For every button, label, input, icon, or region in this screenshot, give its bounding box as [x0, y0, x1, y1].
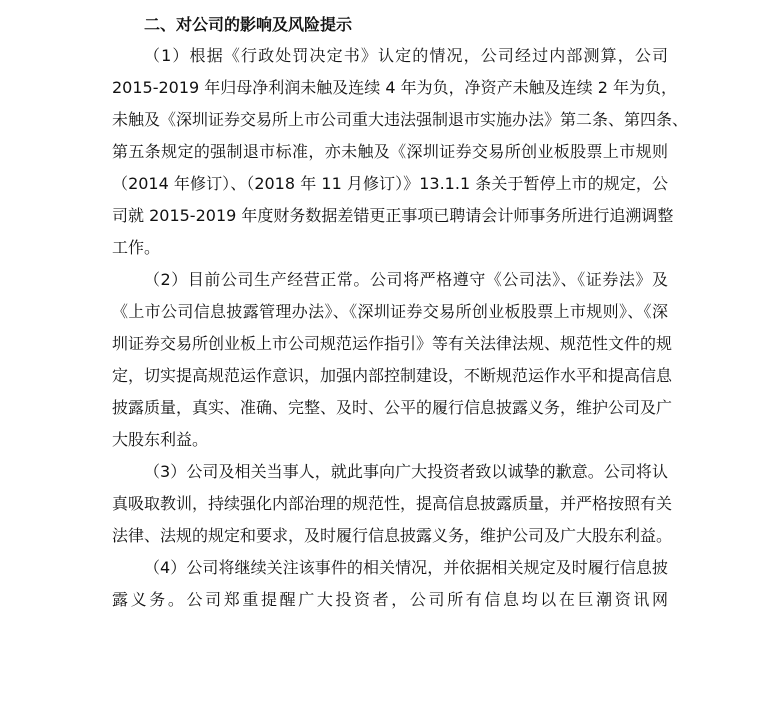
text-line: 法律、法规的规定和要求，及时履行信息披露义务，维护公司及广大股东利益。 [112, 526, 673, 545]
text-line: （2014 年修订）、（2018 年 11 月修订）》13.1.1 条关于暂停上市的规定，公 [112, 174, 668, 193]
text-line: 定，切实提高规范运作意识，加强内部控制建设，不断规范运作水平和提高信息 [112, 366, 673, 385]
text-line: 未触及《深圳证券交易所上市公司重大违法强制退市实施办法》第二条、第四条、 [112, 110, 689, 129]
text-line: （3）公司及相关当事人，就此事向广大投资者致以诚挚的歉意。公司将认 [144, 462, 668, 481]
text-line: 露义务。公司郑重提醒广大投资者，公司所有信息均以在巨潮资讯网 [112, 590, 668, 609]
paragraph-4 [112, 552, 668, 616]
text-line: （2）目前公司生产经营正常。公司将严格遵守《公司法》、《证券法》及 [144, 270, 668, 289]
text-line: 披露质量，真实、准确、完整、及时、公平的履行信息披露义务，维护公司及广 [112, 398, 673, 417]
document-page [112, 10, 689, 616]
text-line: 司就 2015-2019 年度财务数据差错更正事项已聘请会计师事务所进行追溯调整 [112, 206, 674, 225]
paragraph-1 [112, 40, 689, 264]
paragraph-3 [112, 456, 673, 552]
section-heading: 二、对公司的影响及风险提示 [144, 15, 353, 34]
text-line: （4）公司将继续关注该事件的相关情况，并依据相关规定及时履行信息披 [144, 558, 668, 577]
text-line: （1）根据《行政处罚决定书》认定的情况，公司经过内部测算，公司 [144, 46, 668, 65]
text-line: 《上市公司信息披露管理办法》、《深圳证券交易所创业板股票上市规则》、《深 [112, 302, 668, 321]
paragraph-2 [112, 264, 673, 456]
text-line: 工作。 [112, 238, 161, 257]
text-line: 真吸取教训，持续强化内部治理的规范性，提高信息披露质量，并严格按照有关 [112, 494, 673, 513]
text-line: 2015-2019 年归母净利润未触及连续 4 年为负，净资产未触及连续 2 年为负， [112, 78, 678, 97]
text-line: 第五条规定的强制退市标准，亦未触及《深圳证券交易所创业板股票上市规则 [112, 142, 668, 161]
text-line: 大股东利益。 [112, 430, 209, 449]
text-line: 圳证券交易所创业板上市公司规范运作指引》等有关法律法规、规范性文件的规 [112, 334, 673, 353]
